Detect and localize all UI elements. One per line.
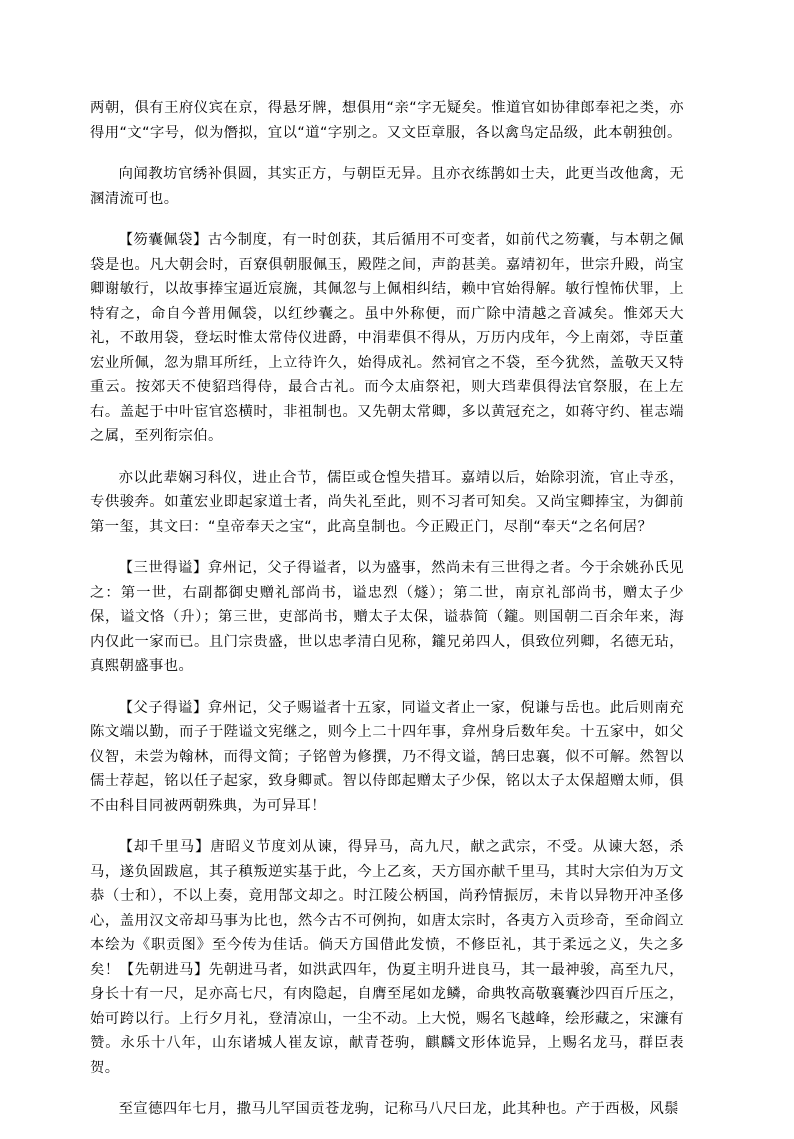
section-hu-nang-pei-dai (90, 228, 684, 449)
section-heading: 【三世得谥】 (118, 560, 208, 576)
section-heading: 【先朝进马】 (119, 961, 209, 978)
paragraph-8 (90, 1097, 684, 1122)
paragraph-text: 亦以此辈娴习科仪，进止合节，儒臣或仓惶失措耳。嘉靖以后，始除羽流，官止寺丞，专供骏奔。如董宏业即起家道士者，尚失礼至此，则不习者可知矣。又尚宝卿捧宝，为御前第一玺，其文曰：“皇帝奉天之宝“，此高皇制也。今正殿正门，尽削“奉天“之名何居？ (90, 469, 684, 535)
section-heading: 【父子得谥】 (118, 699, 208, 716)
paragraph-1 (90, 96, 684, 145)
paragraph-text: 弇州记，父子赐谥者十五家，同谥文者止一家，倪谦与岳也。此后则南充陈文端以勤，而子于陛谥文宪继之，则今上二十四年事，弇州身后数年矣。十五家中，如父仪智，未尝为翰林，而得文简；子铭曾为修撰，乃不得文谥，鹄曰忠襄，似不可解。然智以儒士荐起，铭以任子起家，致身卿贰。智以侍郎起赠太子少保，铭以太子太保超赠太师，俱不由科目同被两朝殊典，为可异耳！ (90, 699, 684, 814)
section-heading: 【笏囊佩袋】 (118, 232, 208, 248)
paragraph-text: 至宣德四年七月，撒马儿罕国贡苍龙驹，记称马八尺曰龙，此其种也。产于西极，风鬃 (118, 1101, 679, 1117)
section-heading: 【却千里马】 (118, 839, 211, 855)
paragraph-text: 唐昭义节度刘从谏，得异马，高九尺，献之武宗，不受。从谏大怒，杀马，遂负固跋扈，其子稹叛逆实基于此，今上乙亥，天方国亦献千里马，其时大宗伯为万文恭（士和），不以上奏，竟用郜文却之。时江陵公柄国，尚矜情振厉，未肯以异物开冲圣侈心，盖用汉文帝却马事为比也，然今古不可例拘，如唐太宗时，各夷方入贡珍奇，至命阎立本绘为《职贡图》至今传为佳话。倘天方国借此发愤，不修臣礼，其于柔远之义，失之多矣！ (90, 839, 684, 978)
paragraph-text: 向闻教坊官绣补俱圆，其实正方，与朝臣无异。且亦衣练鹊如士夫，此更当改他禽，无溷清流可也。 (90, 166, 684, 207)
paragraph-text: 弇州记，父子得谥者，以为盛事，然尚未有三世得之者。今于余姚孙氏见之：第一世，右副都御史赠礼部尚书，谥忠烈（燧）；第二世，南京礼部尚书，赠太子少保，谥文恪（升）；第三世，吏部尚书，赠太子太保，谥恭简（鑨。则国朝二百余年来，海内仅此一家而已。且门宗贵盛，世以忠孝清白见称，鑨兄弟四人，俱致位列卿，名德无玷，真熙朝盛事也。 (90, 560, 684, 674)
paragraph-text: 两朝，俱有王府仪宾在京，得悬牙牌，想俱用“亲“字无疑矣。惟道官如协律郎奉祀之类，亦得用“文“字号，似为僭拟，宜以“道“字别之。又文臣章服，各以禽鸟定品级，此本朝独创。 (90, 100, 684, 141)
section-san-shi-de-shi (90, 556, 684, 679)
section-fu-zi-de-shi (90, 696, 684, 819)
document-body (90, 96, 684, 1139)
paragraph-text: 古今制度，有一时创获，其后循用不可变者，如前代之笏囊，与本朝之佩袋是也。凡大朝会时，百寮俱朝服佩玉，殿陛之间，声韵甚美。嘉靖初年，世宗升殿，尚宝卿谢敏行，以故事捧宝逼近宸旒，其佩忽与上佩相纠结，赖中官始得解。敏行惶怖伏罪，上特宥之，命自今普用佩袋，以红纱囊之。虽中外称便，而广除中清越之音减矣。惟郊天大礼，不敢用袋，登坛时惟太常侍仪进爵，中涓辈俱不得从，万历内戌年，今上南郊，寺臣董宏业所佩，忽为鼎耳所纴，上立待许久，始得成礼。然祠官之不袋，至今犹然，盖敬天又特重云。按郊天不使貂珰得侍，最合古礼。而今太庙祭祀，则大珰辈俱得法官祭服，在上左右。盖起于中叶宦官恣横时，非祖制也。又先朝太常卿，多以黄冠充之，如蒋守约、崔志端之属，至列衔宗伯。 (90, 232, 684, 444)
paragraph-4 (90, 466, 684, 540)
section-que-qian-li-ma (90, 835, 684, 1080)
paragraph-2 (90, 162, 684, 211)
paragraph-text: 先朝进马者，如洪武四年，伪夏主明升进良马，其一最神骏，高至九尺，身长十有一尺，足亦高七尺，有肉隐起，自膺至尾如龙鳞，命典牧高敬襄囊沙四百斤压之，始可跨以行。上行夕月礼，登清凉山，一尘不动。上大悦，赐名飞越峰，绘形藏之，宋濂有赞。永乐十八年，山东诸城人崔友谅，献青苍驹，麒麟文形体诡异，上赐名龙马，群臣表贺。 (90, 961, 685, 1076)
